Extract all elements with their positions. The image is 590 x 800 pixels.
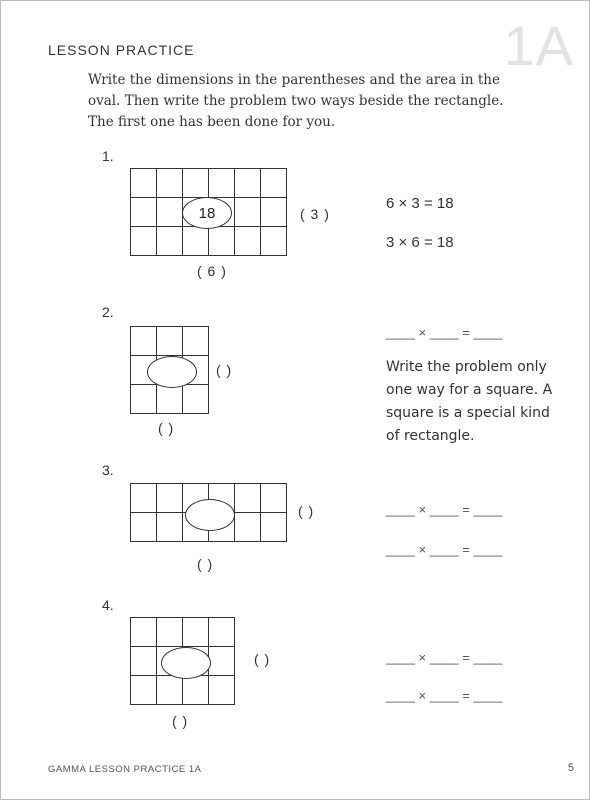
problem-3-bottom-dimension[interactable]: ( ) xyxy=(197,556,214,572)
problem-3-equation-blank-2[interactable]: ____ × ____ = ____ xyxy=(386,542,503,557)
footer-book-label: GAMMA LESSON PRACTICE 1A xyxy=(48,764,202,775)
problem-4-number: 4. xyxy=(102,597,114,613)
problem-3-area-oval[interactable] xyxy=(185,499,235,531)
problem-1-area-oval: 18 xyxy=(182,197,232,229)
problem-1-side-dimension: ( 3 ) xyxy=(300,206,330,222)
problem-2-equation-blank[interactable]: ____ × ____ = ____ xyxy=(386,325,503,340)
square-note: Write the problem only one way for a square. A square is a special kind of rectangle. xyxy=(386,359,553,444)
problem-2-bottom-dimension[interactable]: ( ) xyxy=(158,420,175,436)
problem-2-area-oval[interactable] xyxy=(147,356,197,388)
problem-4-bottom-dimension[interactable]: ( ) xyxy=(172,713,189,729)
problem-1-equation-2: 3 × 6 = 18 xyxy=(386,234,454,251)
problem-4-equation-blank-2[interactable]: ____ × ____ = ____ xyxy=(386,688,503,703)
problem-2-number: 2. xyxy=(102,304,114,320)
section-heading: LESSON PRACTICE xyxy=(48,42,195,58)
problem-3-equation-blank-1[interactable]: ____ × ____ = ____ xyxy=(386,502,503,517)
problem-1-equation-1: 6 × 3 = 18 xyxy=(386,195,454,212)
problem-2-side-dimension[interactable]: ( ) xyxy=(216,362,233,378)
footer-page-number: 5 xyxy=(567,762,574,774)
problem-1-bottom-dimension: ( 6 ) xyxy=(197,263,227,279)
problem-4-equation-blank-1[interactable]: ____ × ____ = ____ xyxy=(386,650,503,665)
problem-3-side-dimension[interactable]: ( ) xyxy=(298,503,315,519)
problem-1-number: 1. xyxy=(102,148,114,164)
problem-4-area-oval[interactable] xyxy=(161,647,211,679)
instructions-text: Write the dimensions in the parentheses and the area in the oval. Then write the problem two ways beside the rectangle. The first one has been done for you. xyxy=(88,72,504,130)
problem-4-side-dimension[interactable]: ( ) xyxy=(254,651,271,667)
lesson-code-watermark: 1A xyxy=(503,14,574,77)
problem-3-number: 3. xyxy=(102,462,114,478)
